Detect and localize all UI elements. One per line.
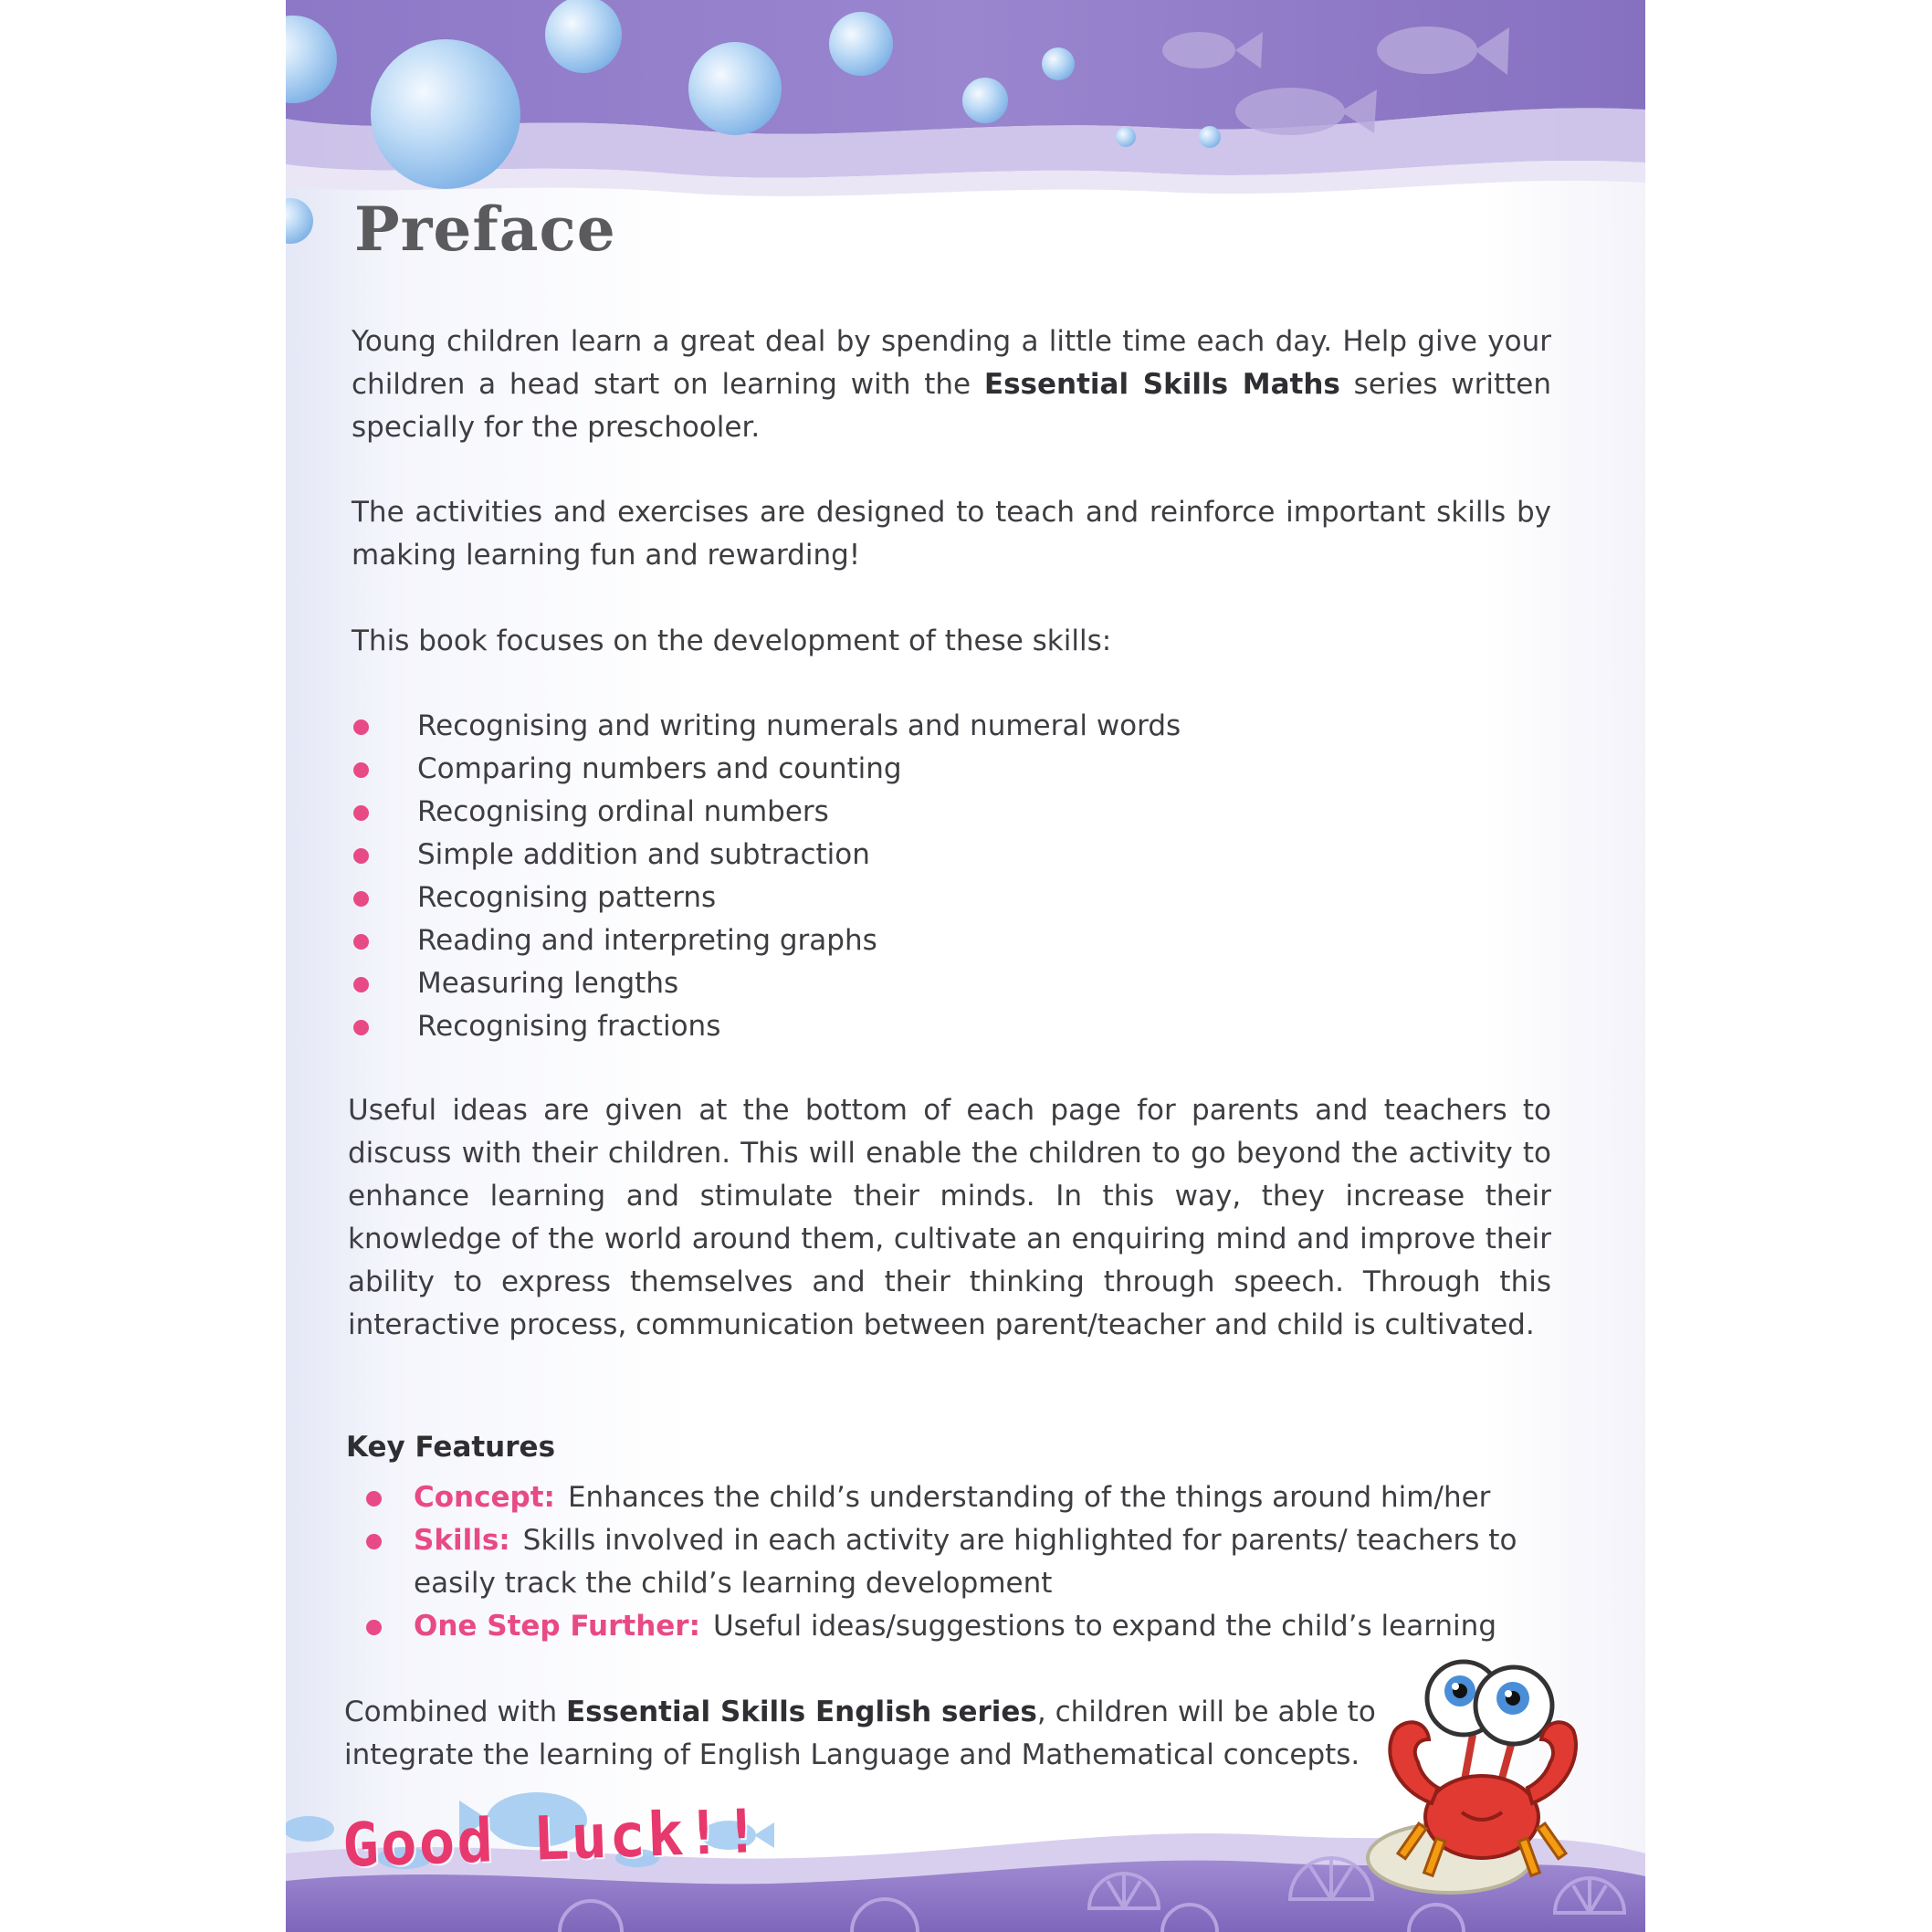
feature-text: Skills involved in each activity are highlighted for parents/ teachers to easily track the child’s learning development bbox=[414, 1524, 1517, 1600]
activities-paragraph: The activities and exercises are designed to teach and reinforce important skills by making learning fun and rewarding! bbox=[352, 496, 1551, 572]
skill-label: Reading and interpreting graphs bbox=[417, 924, 877, 957]
list-item bbox=[414, 1476, 1537, 1519]
skill-label: Measuring lengths bbox=[417, 967, 679, 1000]
key-features-heading: Key Features bbox=[346, 1431, 556, 1464]
skills-list bbox=[417, 705, 1181, 1048]
closing-series-name: Essential Skills English series bbox=[565, 1696, 1037, 1728]
list-item bbox=[417, 791, 1181, 834]
skill-label: Comparing numbers and counting bbox=[417, 752, 902, 785]
book-page bbox=[286, 0, 1645, 1932]
closing-paragraph bbox=[344, 1691, 1394, 1777]
bullet-icon bbox=[353, 762, 369, 778]
skill-label: Recognising and writing numerals and numeral words bbox=[417, 709, 1181, 742]
bullet-icon bbox=[353, 977, 369, 992]
skill-label: Recognising patterns bbox=[417, 881, 717, 914]
bullet-icon bbox=[353, 934, 369, 950]
list-item bbox=[417, 877, 1181, 919]
feature-term: One Step Further: bbox=[414, 1610, 700, 1643]
skill-label: Recognising fractions bbox=[417, 1010, 721, 1043]
skill-label: Simple addition and subtraction bbox=[417, 838, 870, 871]
focus-intro: This book focuses on the development of these skills: bbox=[352, 625, 1112, 657]
page-title: Preface bbox=[354, 194, 616, 265]
closing-text-after: , children will be able to integrate the learning of English Language and Mathematical concepts. bbox=[344, 1696, 1376, 1771]
list-item bbox=[414, 1519, 1537, 1605]
bullet-icon bbox=[366, 1534, 382, 1549]
feature-term: Concept: bbox=[414, 1481, 555, 1514]
list-item bbox=[417, 962, 1181, 1005]
skill-label: Recognising ordinal numbers bbox=[417, 795, 829, 828]
bullet-icon bbox=[353, 891, 369, 907]
list-item bbox=[414, 1605, 1537, 1648]
feature-text: Enhances the child’s understanding of the things around him/her bbox=[567, 1481, 1491, 1514]
intro-text-after: series written specially for the preschooler. bbox=[352, 368, 1551, 444]
bullet-icon bbox=[366, 1620, 382, 1635]
intro-text-before: Young children learn a great deal by spending a little time each day. Help give your children a head start on learning with the bbox=[352, 325, 1551, 401]
list-item bbox=[417, 1005, 1181, 1048]
feature-term: Skills: bbox=[414, 1524, 510, 1557]
closing-text-before: Combined with bbox=[344, 1696, 566, 1728]
list-item bbox=[417, 834, 1181, 877]
intro-series-name: Essential Skills Maths bbox=[983, 368, 1340, 401]
intro-paragraph bbox=[352, 320, 1551, 449]
list-item bbox=[417, 919, 1181, 962]
useful-ideas-paragraph: Useful ideas are given at the bottom of each page for parents and teachers to discuss with their children. This will enable the children to go beyond the activity to enhance learning and stimulate their minds. In this way, they increase their knowledge of the world around them, cultivate an enquiring mind and improve their ability to express themselves and their thinking through speech. Through this interactive process, communication between parent/teacher and child is cultivated. bbox=[348, 1094, 1551, 1341]
bullet-icon bbox=[353, 848, 369, 864]
feature-text: Useful ideas/suggestions to expand the child’s learning bbox=[712, 1610, 1496, 1643]
good-luck-banner: Good Luck!! bbox=[341, 1796, 763, 1881]
bullet-icon bbox=[353, 1020, 369, 1035]
list-item bbox=[417, 705, 1181, 748]
bullet-icon bbox=[353, 719, 369, 735]
bullet-icon bbox=[366, 1491, 382, 1507]
list-item bbox=[417, 748, 1181, 791]
bullet-icon bbox=[353, 805, 369, 821]
key-features-list bbox=[414, 1476, 1537, 1648]
